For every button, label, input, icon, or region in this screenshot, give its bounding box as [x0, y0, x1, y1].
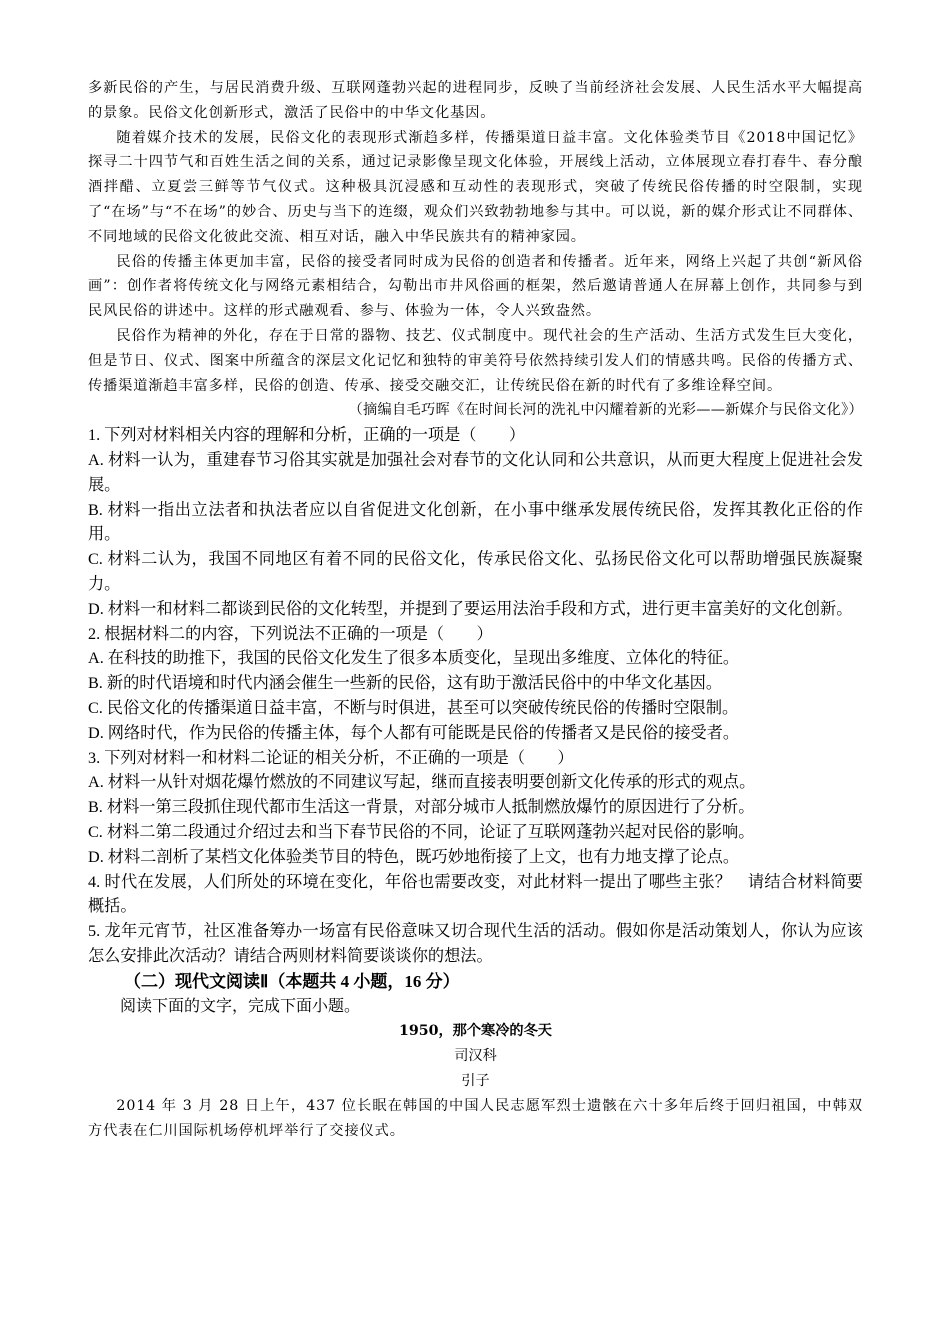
section-two-instruction: 阅读下面的文字，完成下面小题。	[120, 997, 361, 1015]
question-3-option-a: A. 材料一从针对烟花爆竹燃放的不同建议写起，继而直接表明要创新文化传承的形式的观点。	[88, 773, 756, 792]
prologue-paragraph: 2014 年 3 月 28 日上午，437 位长眠在韩国的中国人民志愿军烈士遗骸在六十多年后终于回归祖国，中韩双方代表在仁川国际机场停机坪举行了交接仪式。	[88, 1097, 863, 1139]
material-two-paragraph-2: 随着媒介技术的发展，民俗文化的表现形式渐趋多样，传播渠道日益丰富。文化体验类节目《2018中国记忆》探寻二十四节气和百姓生活之间的关系，通过记录影像呈现文化体验，开展线上活动，立体展现立春打春牛、春分酿酒拌醋、立夏尝三鲜等节气仪式。这种极具沉浸感和互动性的表现形式，突破了传统民俗传播的时空限制，实现了“在场”与“不在场”的妙合、历史与当下的连缀，观众们兴致勃勃地参与其中。可以说，新的媒介形式让不同群体、不同地域的民俗文化彼此交流、相互对话，融入中华民族共有的精神家园。	[88, 129, 863, 245]
question-3-option-d: D. 材料二剖析了某档文化体验类节目的特色，既巧妙地衔接了上文，也有力地支撑了论点。	[88, 847, 740, 866]
question-2-option-d: D. 网络时代，作为民俗的传播主体，每个人都有可能既是民俗的传播者又是民俗的接受者。	[88, 723, 740, 742]
question-3-stem: 3. 下列对材料一和材料二论证的相关分析，不正确的一项是（ ）	[88, 748, 574, 767]
story-author: 司汉科	[454, 1048, 497, 1065]
question-2-option-a: A. 在科技的助推下，我国的民俗文化发生了很多本质变化，呈现出多维度、立体化的特征。	[88, 649, 740, 668]
question-3-option-c: C. 材料二第二段通过介绍过去和当下春节民俗的不同，论证了互联网蓬勃兴起对民俗的影响。	[88, 822, 755, 841]
material-two-paragraph-3: 民俗的传播主体更加丰富，民俗的接受者同时成为民俗的创造者和传播者。近年来，网络上兴起了共创“新风俗画”：创作者将传统文化与网络元素相结合，勾勒出市井风俗画的框架，然后邀请普通人在屏幕上创作，共同参与到民风民俗的讲述中。这样的形式融观看、参与、体验为一体，令人兴致盎然。	[88, 253, 863, 320]
question-1-option-c: C. 材料二认为，我国不同地区有着不同的民俗文化，传承民俗文化、弘扬民俗文化可以帮助增强民族凝聚力。	[88, 550, 863, 593]
question-1-stem: 1. 下列对材料相关内容的理解和分析，正确的一项是（ ）	[88, 426, 526, 445]
question-5: 5. 龙年元宵节，社区准备筹办一场富有民俗意味又切合现代生活的活动。假如你是活动策划人，你认为应该怎么安排此次活动？请结合两则材料简要谈谈你的想法。	[88, 922, 863, 965]
prologue-heading: 引子	[461, 1073, 490, 1090]
question-2-stem: 2. 根据材料二的内容，下列说法不正确的一项是（ ）	[88, 624, 493, 643]
material-two-source: （摘编自毛巧晖《在时间长河的洗礼中闪耀着新的光彩——新媒介与民俗文化》）	[348, 402, 863, 419]
section-two-title: （二）现代文阅读Ⅱ（本题共 4 小题，16 分）	[124, 971, 460, 991]
question-3-option-b: B. 材料一第三段抓住现代都市生活这一背景，对部分城市人抵制燃放爆竹的原因进行了分析。	[88, 798, 755, 817]
question-1-option-a: A. 材料一认为，重建春节习俗其实就是加强社会对春节的文化认同和公共意识，从而更大程度上促进社会发展。	[88, 450, 863, 494]
question-1-option-b: B. 材料一指出立法者和执法者应以自省促进文化创新，在小事中继承发展传统民俗，发挥其教化正俗的作用。	[88, 500, 863, 544]
question-1-option-d: D. 材料一和材料二都谈到民俗的文化转型，并提到了要运用法治手段和方式，进行更丰富美好的文化创新。	[88, 599, 853, 618]
question-2-option-b: B. 新的时代语境和时代内涵会催生一些新的民俗，这有助于激活民俗中的中华文化基因。	[88, 674, 723, 693]
material-two-paragraph-1: 多新民俗的产生，与居民消费升级、互联网蓬勃兴起的进程同步，反映了当前经济社会发展、人民生活水平大幅提高的景象。民俗文化创新形式，激活了民俗中的中华文化基因。	[88, 80, 863, 121]
story-title: 1950，那个寒冷的冬天	[399, 1023, 552, 1040]
question-4: 4. 时代在发展，人们所处的环境在变化，年俗也需要改变，对此材料一提出了哪些主张？ 请结合材料简要概括。	[88, 872, 863, 916]
document-page	[88, 76, 863, 1143]
material-two-paragraph-4: 民俗作为精神的外化，存在于日常的器物、技艺、仪式制度中。现代社会的生产活动、生活方式发生巨大变化，但是节日、仪式、图案中所蕴含的深层文化记忆和独特的审美符号依然持续引发人们的情感共鸣。民俗的传播方式、传播渠道渐趋丰富多样，民俗的创造、传承、接受交融交汇，让传统民俗在新的时代有了多维诠释空间。	[88, 327, 863, 394]
question-2-option-c: C. 民俗文化的传播渠道日益丰富，不断与时俱进，甚至可以突破传统民俗的传播时空限制。	[88, 698, 739, 717]
